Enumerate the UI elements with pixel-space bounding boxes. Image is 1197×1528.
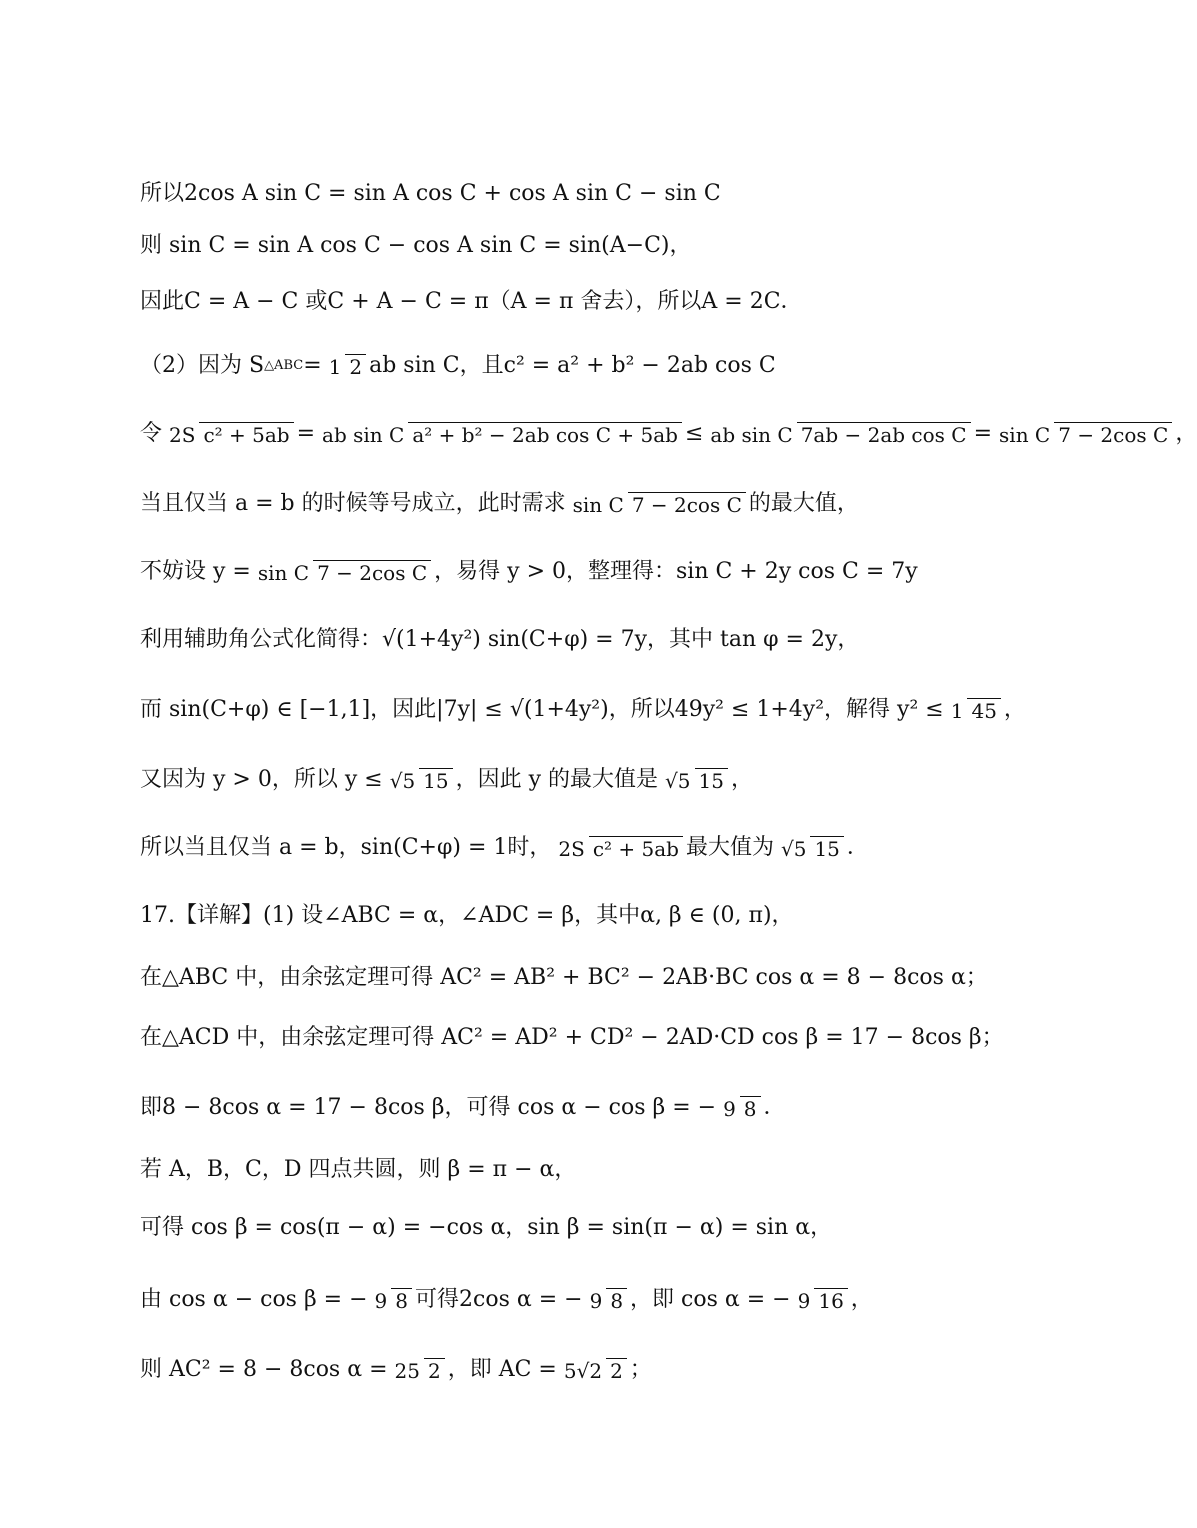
- denominator: 16: [814, 1288, 847, 1313]
- text: 所以2cos A sin C = sin A cos C + cos A sin C − sin C: [140, 181, 721, 206]
- text: 令: [140, 421, 163, 446]
- line-13: [140, 964, 988, 992]
- denominator: 2: [345, 354, 366, 379]
- denominator: 2: [424, 1358, 445, 1383]
- fraction: [777, 836, 844, 861]
- text: 所以当且仅当 a = b，sin(C+φ) = 1时，: [140, 835, 552, 860]
- fraction: [554, 836, 683, 861]
- text: =: [296, 421, 316, 446]
- text: ，因此 y 的最大值是: [455, 767, 659, 792]
- line-10: [140, 750, 753, 810]
- denominator: 45: [967, 698, 1000, 723]
- subscript: △ABC: [264, 358, 304, 373]
- denominator: 2: [606, 1358, 627, 1383]
- text: 则 sin C = sin A cos C − cos A sin C = sin(A−C)，: [140, 233, 692, 258]
- numerator: √5: [665, 768, 691, 793]
- fraction: [560, 1358, 627, 1383]
- line-11: [140, 818, 869, 878]
- line-4: [140, 338, 776, 394]
- line-5: [140, 404, 1197, 464]
- text: 可得2cos α = −: [415, 1287, 583, 1312]
- denominator: 7 − 2cos C: [313, 560, 431, 585]
- numerator: ab sin C: [322, 422, 405, 447]
- denominator: a² + b² − 2ab cos C + 5ab: [408, 422, 682, 447]
- text: 的最大值，: [748, 491, 859, 516]
- text: 而 sin(C+φ) ∈ [−1,1]，因此|7y| ≤ √(1+4y²)，所以49y² ≤ 1+4y²，解得 y² ≤: [140, 697, 944, 722]
- text: ，: [1003, 697, 1026, 722]
- fraction: [391, 1358, 445, 1383]
- text: ，易得 y > 0，整理得：sin C + 2y cos C = 7y: [434, 559, 918, 584]
- line-16: [140, 1156, 576, 1184]
- text: ，即 AC =: [447, 1357, 557, 1382]
- text: 在△ACD 中，由余弦定理可得 AC² = AD² + CD² − 2AD·CD cos β = 17 − 8cos β；: [140, 1025, 1004, 1050]
- text: ，: [1175, 421, 1197, 446]
- denominator: c² + 5ab: [199, 422, 293, 447]
- fraction: [569, 492, 746, 517]
- numerator: √5: [780, 836, 807, 861]
- denominator: c² + 5ab: [589, 836, 683, 861]
- fraction: [995, 422, 1172, 447]
- text: =: [973, 421, 993, 446]
- numerator: 2S: [558, 836, 585, 861]
- text: 即8 − 8cos α = 17 − 8cos β，可得 cos α − cos β = −: [140, 1095, 717, 1120]
- denominator: 7 − 2cos C: [628, 492, 746, 517]
- fraction: [706, 422, 970, 447]
- numerator: sin C: [572, 492, 624, 517]
- fraction: [165, 422, 294, 447]
- text: 不妨设 y =: [140, 559, 251, 584]
- numerator: 9: [723, 1096, 736, 1121]
- denominator: 7 − 2cos C: [1054, 422, 1172, 447]
- numerator: 1: [328, 354, 342, 379]
- fraction: [386, 768, 453, 793]
- text: ，: [850, 1287, 873, 1312]
- line-6: [140, 474, 859, 534]
- numerator: 5√2: [563, 1358, 603, 1383]
- denominator: 15: [695, 768, 728, 793]
- fraction: [318, 422, 682, 447]
- line-3: [140, 288, 803, 316]
- numerator: ab sin C: [710, 422, 793, 447]
- text: 在△ABC 中，由余弦定理可得 AC² = AB² + BC² − 2AB·BC cos α = 8 − 8cos α；: [140, 965, 988, 990]
- text: 当且仅当 a = b 的时候等号成立，此时需求: [140, 491, 566, 516]
- text: =: [303, 353, 322, 378]
- line-17: [140, 1214, 832, 1242]
- text: 可得 cos β = cos(π − α) = −cos α，sin β = sin(π − α) = sin α，: [140, 1215, 833, 1240]
- text: ．: [846, 835, 869, 860]
- text: ，即 cos α = −: [630, 1287, 791, 1312]
- fraction: [586, 1288, 627, 1313]
- line-12: [140, 902, 794, 930]
- text: 因此C = A − C 或C + A − C = π（A = π 舍去），所以A = 2C．: [140, 289, 803, 314]
- text: 若 A，B，C，D 四点共圆，则 β = π − α，: [140, 1157, 577, 1182]
- fraction: [719, 1096, 760, 1121]
- line-2: [140, 232, 692, 260]
- numerator: 25: [394, 1358, 420, 1383]
- numerator: sin C: [999, 422, 1051, 447]
- text: ．: [763, 1095, 786, 1120]
- denominator: 7ab − 2ab cos C: [797, 422, 971, 447]
- line-18: [140, 1270, 873, 1330]
- numerator: 9: [374, 1288, 388, 1313]
- denominator: 8: [391, 1288, 412, 1313]
- fraction: [325, 354, 366, 379]
- numerator: 1: [950, 698, 964, 723]
- numerator: √5: [389, 768, 416, 793]
- numerator: 9: [797, 1288, 811, 1313]
- text: ab sin C，且c² = a² + b² − 2ab cos C: [369, 353, 776, 378]
- fraction: [661, 768, 728, 793]
- text: 17.【详解】(1) 设∠ABC = α，∠ADC = β，其中α, β ∈ (0, π)，: [140, 903, 794, 928]
- denominator: 15: [419, 768, 452, 793]
- line-9: [140, 680, 1026, 740]
- numerator: 2S: [169, 422, 196, 447]
- line-15: [140, 1078, 786, 1138]
- numerator: 9: [589, 1288, 603, 1313]
- text: ；: [629, 1357, 652, 1382]
- text: 又因为 y > 0，所以 y ≤: [140, 767, 383, 792]
- fraction: [947, 698, 1001, 723]
- text: 由 cos α − cos β = −: [140, 1287, 368, 1312]
- fraction: [254, 560, 431, 585]
- text: （2）因为 S: [140, 353, 265, 378]
- fraction: [371, 1288, 412, 1313]
- text: 则 AC² = 8 − 8cos α =: [140, 1357, 388, 1382]
- denominator: 15: [810, 836, 843, 861]
- text: ，: [730, 767, 753, 792]
- denominator: 8: [740, 1096, 761, 1121]
- line-14: [140, 1024, 1004, 1052]
- text: 利用辅助角公式化简得：√(1+4y²) sin(C+φ) = 7y，其中 tan φ = 2y，: [140, 627, 860, 652]
- denominator: 8: [606, 1288, 627, 1313]
- text: ≤: [684, 421, 704, 446]
- line-1: [140, 180, 721, 208]
- line-7: [140, 542, 918, 602]
- line-8: [140, 626, 859, 654]
- line-19: [140, 1340, 652, 1400]
- fraction: [794, 1288, 848, 1313]
- numerator: sin C: [257, 560, 310, 585]
- text: 最大值为: [685, 835, 774, 860]
